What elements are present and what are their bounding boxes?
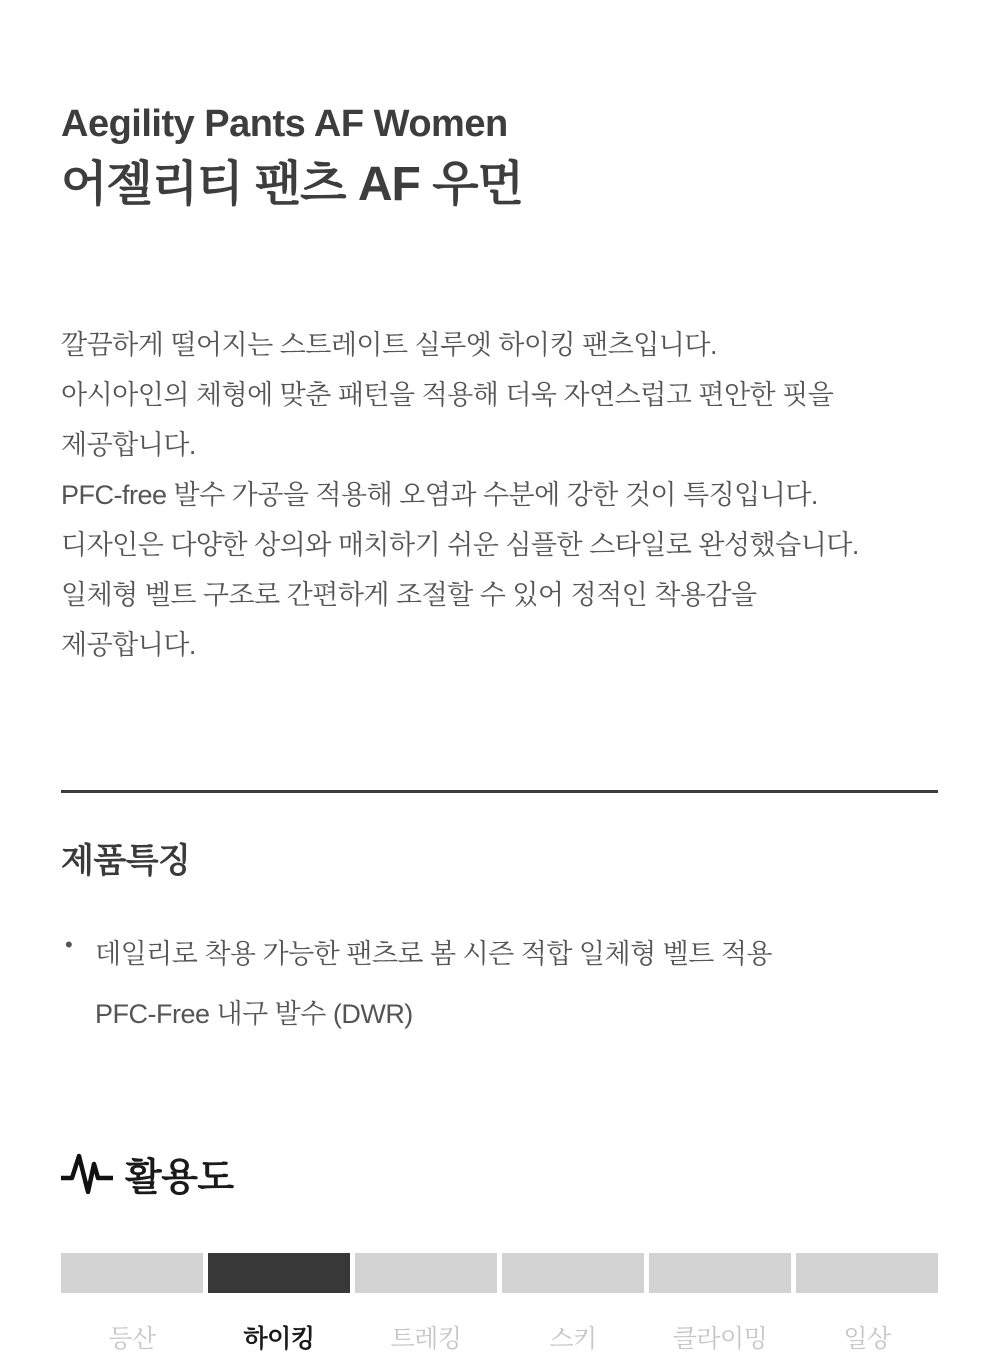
- description-line: 제공합니다.: [61, 429, 196, 460]
- pulse-icon: [61, 1150, 113, 1196]
- description-line: 깔끔하게 떨어지는 스트레이트 실루엣 하이킹 팬츠입니다.: [61, 329, 717, 360]
- description-line: 제공합니다.: [61, 629, 196, 660]
- usage-label: 스키: [549, 1324, 597, 1353]
- feature-text-line: 데일리로 착용 가능한 팬츠로 봄 시즌 적합 일체형 벨트 적용: [95, 938, 772, 969]
- usage-label: 트레킹: [390, 1324, 462, 1353]
- feature-text: [95, 924, 772, 1044]
- usage-segment-inactive: [61, 1253, 203, 1293]
- usage-section-heading: 활용도: [125, 1156, 234, 1199]
- product-description: [61, 320, 938, 670]
- usage-segment-inactive: [355, 1253, 497, 1293]
- usage-category-labels: [61, 1319, 938, 1355]
- features-section-heading: 제품특징: [61, 841, 191, 880]
- bullet-point: •: [65, 931, 73, 957]
- description-line: 일체형 벨트 구조로 간편하게 조절할 수 있어 정적인 착용감을: [61, 579, 757, 610]
- description-line: 아시아인의 체형에 맞춘 패턴을 적용해 더욱 자연스럽고 편안한 핏을: [61, 379, 834, 410]
- usage-label: 클라이밍: [672, 1324, 768, 1353]
- usage-level-bar: [61, 1253, 938, 1293]
- section-divider: [61, 790, 938, 793]
- usage-segment-inactive: [796, 1253, 938, 1293]
- usage-segment-active: [208, 1253, 350, 1293]
- usage-label: 등산: [108, 1324, 156, 1353]
- usage-label: 하이킹: [243, 1324, 315, 1353]
- description-line: PFC-free 발수 가공을 적용해 오염과 수분에 강한 것이 특징입니다.: [61, 479, 818, 510]
- description-line: 디자인은 다양한 상의와 매치하기 쉬운 심플한 스타일로 완성했습니다.: [61, 529, 859, 560]
- usage-label: 일상: [843, 1324, 891, 1353]
- product-title-english: Aegility Pants AF Women: [61, 103, 508, 145]
- feature-list-item: [61, 924, 938, 1044]
- feature-text-line: PFC-Free 내구 발수 (DWR): [95, 998, 413, 1029]
- usage-segment-inactive: [502, 1253, 644, 1293]
- usage-section-header: [61, 1146, 938, 1201]
- product-title-korean: 어젤리티 팬츠 AF 우먼: [61, 157, 523, 211]
- usage-segment-inactive: [649, 1253, 791, 1293]
